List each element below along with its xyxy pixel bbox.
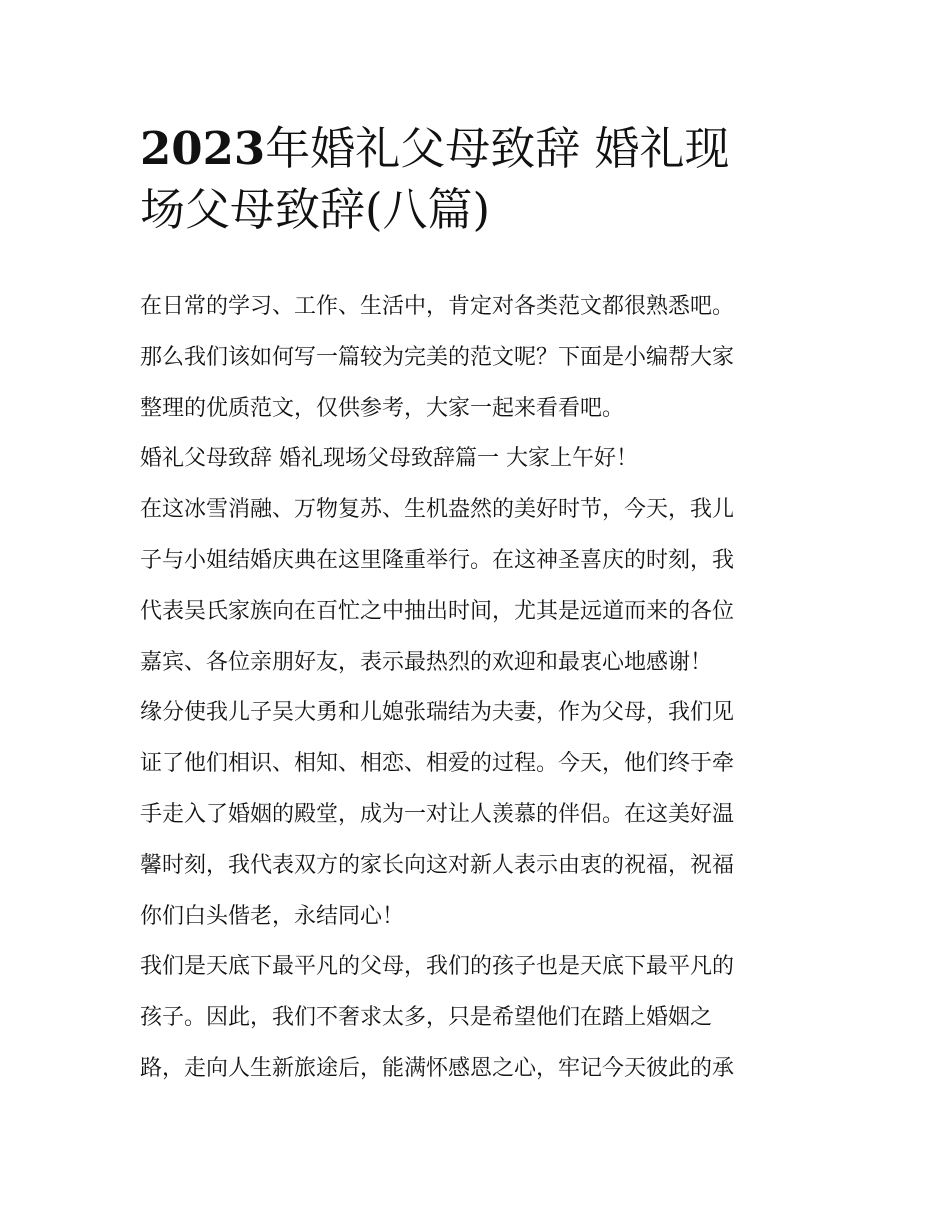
body-line: 馨时刻，我代表双方的家长向这对新人表示由衷的祝福，祝福 xyxy=(140,852,735,878)
body-line: 手走入了婚姻的殿堂，成为一对让人羡慕的伴侣。在这美好温 xyxy=(140,801,735,827)
body-line: 那么我们该如何写一篇较为完美的范文呢？下面是小编帮大家 xyxy=(140,344,735,370)
body-line: 整理的优质范文，仅供参考，大家一起来看看吧。 xyxy=(140,395,625,421)
document-body xyxy=(140,282,820,1095)
body-line: 证了他们相识、相知、相恋、相爱的过程。今天，他们终于牵 xyxy=(140,751,735,777)
title-line-1-text: 年婚礼父母致辞 婚礼现 xyxy=(265,122,730,175)
body-line: 代表吴氏家族向在百忙之中抽出时间，尤其是远道而来的各位 xyxy=(140,598,735,624)
title-year: 2023 xyxy=(140,122,266,175)
body-line: 路，走向人生新旅途后，能满怀感恩之心，牢记今天彼此的承 xyxy=(140,1055,735,1081)
document-title xyxy=(140,118,820,240)
body-line: 子与小姐结婚庆典在这里隆重举行。在这神圣喜庆的时刻，我 xyxy=(140,547,735,573)
section-heading: 婚礼父母致辞 婚礼现场父母致辞篇一 大家上午好！ xyxy=(140,446,638,472)
body-line: 嘉宾、各位亲朋好友，表示最热烈的欢迎和最衷心地感谢！ xyxy=(140,649,713,675)
body-line: 我们是天底下最平凡的父母，我们的孩子也是天底下最平凡的 xyxy=(140,954,735,980)
body-line: 在日常的学习、工作、生活中，肯定对各类范文都很熟悉吧。 xyxy=(140,294,735,319)
body-line: 你们白头偕老，永结同心！ xyxy=(140,903,405,929)
title-line-2: 场父母致辞(八篇) xyxy=(140,183,491,236)
title-line-1 xyxy=(140,118,820,179)
body-line: 在这冰雪消融、万物复苏、生机盎然的美好时节，今天，我儿 xyxy=(140,497,735,523)
body-line: 孩子。因此，我们不奢求太多，只是希望他们在踏上婚姻之 xyxy=(140,1005,713,1031)
body-line: 缘分使我儿子吴大勇和儿媳张瑞结为夫妻，作为父母，我们见 xyxy=(140,700,735,726)
